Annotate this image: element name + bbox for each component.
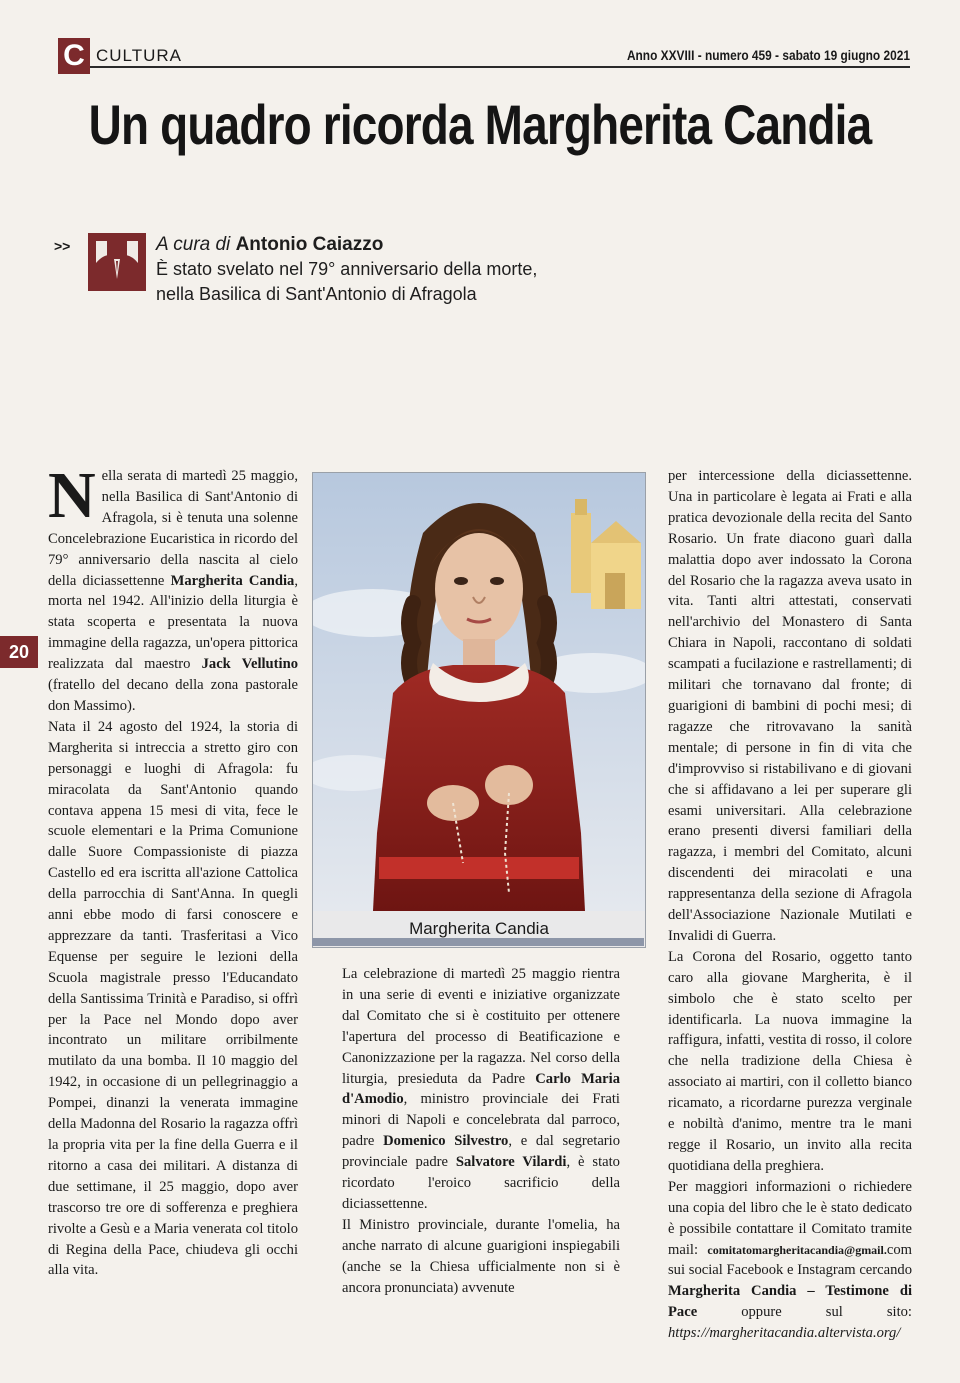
paragraph [668, 1177, 912, 1344]
text-run: ella serata di martedì 25 maggio, nella Basilica di Sant'Antonio di Afragola, si è tenuta una solenne Concelebrazione Eucaristica in ricordo del 79° anniversario della nascita al cielo della diciassettenne [48, 468, 298, 589]
page-number: 20 [0, 636, 38, 668]
contact-email[interactable]: comitatomargheritacandia@gmail. [707, 1242, 887, 1257]
column-right [668, 466, 912, 1344]
text-run: , ministro provinciale dei Frati minori di Napoli e concelebrata dal parroco, padre [342, 1091, 620, 1150]
author-line [156, 232, 537, 257]
figure-caption: Margherita Candia [313, 911, 645, 947]
byline [156, 232, 537, 307]
text-run: Per maggiori informazioni o richiedere una copia del libro che le è stato dedicato è possibile contattare il Comitato tramite mail: [668, 1178, 912, 1258]
painting-figure [312, 472, 646, 948]
drop-cap: N [48, 459, 96, 532]
portrait-painting [313, 473, 645, 911]
social-name: Margherita Candia – Testimone di Pace [668, 1283, 912, 1321]
paragraph [48, 459, 299, 717]
text-run: , e dal segretario provinciale padre [342, 1133, 621, 1171]
text-run: La celebrazione di martedì 25 maggio rientra in una serie di eventi e iniziative organizzate dal Comitato che si è costituito per ottenere l'apertura del processo di Beatificazione e Canonizzazione per la ragazza. Nel corso della liturgia, presieduta da Padre [342, 966, 620, 1087]
caption-bar [312, 938, 644, 946]
name-damodio: Carlo Maria d'Amodio [342, 1070, 620, 1108]
paragraph: Nata il 24 agosto del 1924, la storia di Margherita si intreccia a stretto giro con personaggi e luoghi di Afragola: fu miracolata da Sant'Antonio quando contava appena 15 mesi di vita, fece le scuole elementari e la Prima Comunione dalle Suore Compassioniste di piazza Castello ed era iscritta all'azione Cattolica della parrocchia di Sant'Anna. In quegli anni ebbe modo di farsi conoscere e apprezzare da tanti. Trasferitasi a Vico Equense per seguire le lezioni della Scuola magistrale presso l'Educandato della Santissima Trinità e Paradiso, si offrì per la Pace nel Mondo dopo aver incontrato un militare orribilmente mutilato da una bomba. Il 10 maggio del 1942, in occasione di un pellegrinaggio a Pompei, dinanzi la venerata immagine della Madonna del Rosario la ragazza offrì la propria vita per la fine della Guerra e il ritorno a casa dei militari. A distanza di due settimane, il 25 maggio, dopo aver trascorso tre ore di sofferenza e preghiera rivolte a Gesù e a Maria venerata col titolo di Regina della Pace, chiudeva gli occhi alla vita. [48, 718, 298, 1279]
website-link[interactable]: https://margheritacandia.altervista.org/ [668, 1325, 901, 1342]
paragraph: Il Ministro provinciale, durante l'omelia, ha anche narrato di alcune guarigioni inspiegabili (anche se la Chiesa ufficialmente non si è ancora pronunciata) avvenute [342, 1216, 620, 1296]
paragraph: La Corona del Rosario, oggetto tanto caro alla giovane Margherita, è il simbolo che è stato scelto per identificarla. La nuova immagine la raffigura, infatti, vestita di rosso, il colore che nella tradizione della Chiesa è associato ai martiri, con il colletto bianco ricamato, a ricordarne purezza verginale e nobiltà d'animo, mentre tra le mani regge il Rosario, un invito alla recita quotidiana della preghiera. [668, 948, 912, 1174]
section-label: CULTURA [96, 46, 183, 65]
name-margherita: Margherita Candia [170, 572, 295, 589]
column-middle [342, 964, 620, 1299]
headline: Un quadro ricorda Margherita Candia [88, 93, 872, 156]
issue-info: Anno XXVIII - numero 459 - sabato 19 giugno 2021 [626, 47, 910, 63]
name-vilardi: Salvatore Vilardi [455, 1154, 567, 1171]
paragraph [342, 964, 620, 1215]
name-artist: Jack Vellutino [201, 656, 298, 673]
paragraph: per intercessione della diciassettenne. Una in particolare è legata ai Frati e alla pratica devozionale della recita del Santo Rosario. Un frate diacono guarì dalla malattia dopo aver indossato la Corona del Rosario che la ragazza aveva usato in vita. Tanti altri attestati, conservati nell'archivio del Monastero di Santa Chiara in Napoli, raccontano di soldati scampati a fucilazione e rastrellamenti; di militari che tornavano dal fronte; di guarigioni di bambini di pochi mesi; di ragazze che ritrovavano la sanità mentale; di persone in fin di vita che d'improvviso si ristabilivano e di giovani che si affidavano a lei per superare gli esami universitari. Alla celebrazione erano presenti diversi familiari della ragazza, i membri del Comitato, alcuni discendenti dei miracolati e una rappresentanza della sezione di Afragola dell'Associazione Nazionale Mutilati e Invalidi di Guerra. [668, 468, 912, 944]
byline-prefix: A cura di [156, 234, 231, 255]
subtitle-line-1: È stato svelato nel 79° anniversario della morte, [156, 259, 538, 279]
text-run: oppure sul sito: [697, 1304, 912, 1321]
name-silvestro: Domenico Silvestro [383, 1133, 509, 1150]
section-badge: C [58, 38, 90, 74]
subtitle-line-2: nella Basilica di Sant'Antonio di Afragola [156, 284, 477, 304]
column-left [48, 459, 299, 1281]
author-name: Antonio Caiazzo [235, 234, 384, 255]
author-avatar-icon [88, 233, 146, 291]
text-run: com sui social Facebook e Instagram cercando [668, 1241, 912, 1279]
text-run: (fratello del decano della zona pastorale don Massimo). [48, 677, 298, 714]
text-run: , morta nel 1942. All'inizio della liturgia è stata scoperta e presentata la nuova immagine della ragazza, un'opera pittorica realizzata dal maestro [48, 572, 299, 673]
text-run: , è stato ricordato l'eroico sacrificio della diciassettenne. [342, 1154, 620, 1212]
byline-arrows: >> [54, 238, 71, 254]
header-rule [90, 66, 910, 68]
